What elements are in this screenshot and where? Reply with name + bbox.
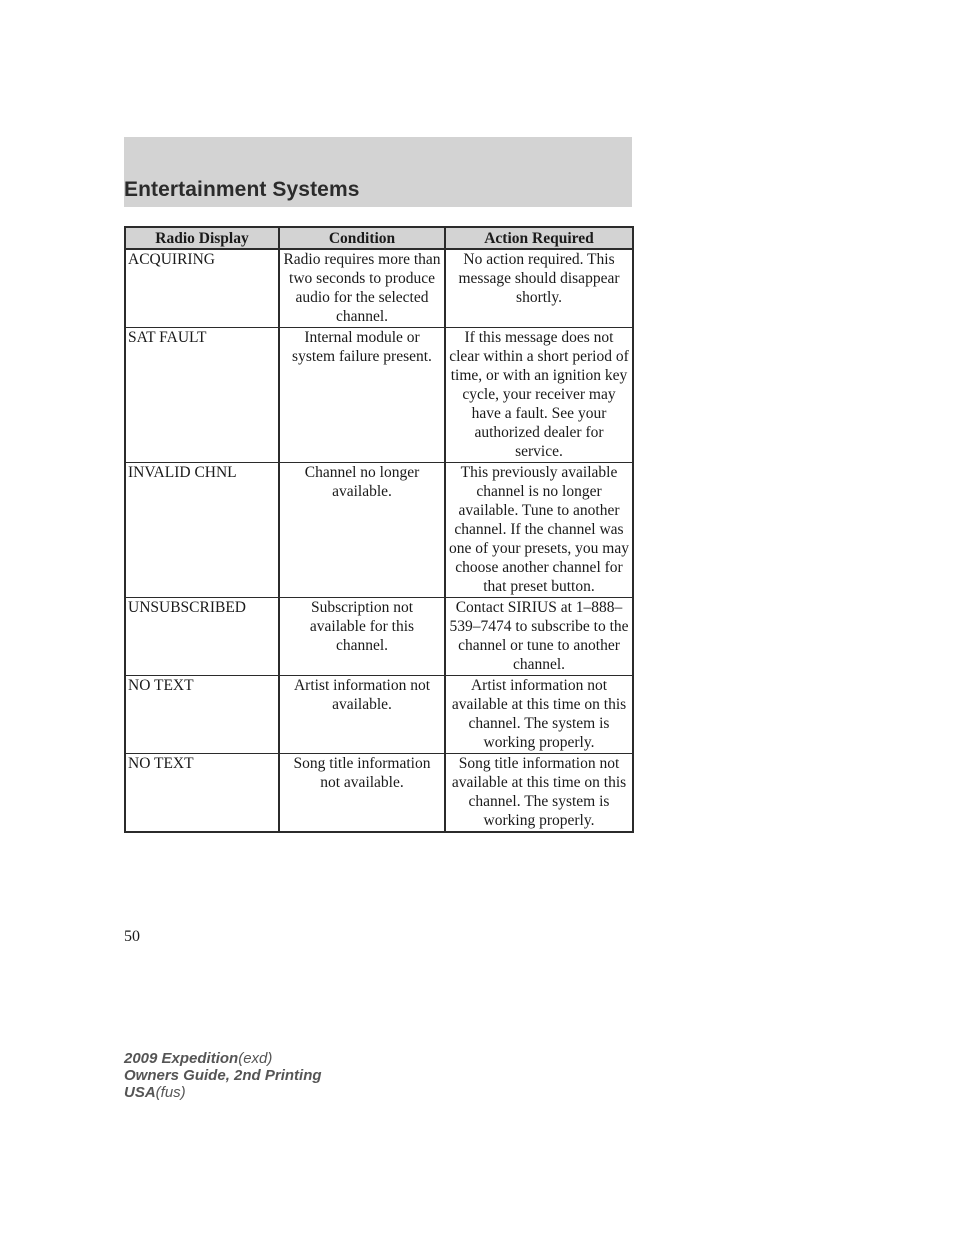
footer-edition: Owners Guide, 2nd Printing (124, 1067, 322, 1084)
cell-radio-display: ACQUIRING (125, 249, 279, 328)
table-row (125, 328, 633, 463)
column-header-action-required: Action Required (445, 227, 633, 249)
radio-display-table (124, 226, 634, 833)
cell-radio-display: NO TEXT (125, 754, 279, 833)
cell-action-required: No action required. This message should disappear shortly. (445, 249, 633, 328)
cell-condition: Channel no longer available. (279, 463, 445, 598)
cell-condition: Subscription not available for this channel. (279, 598, 445, 676)
cell-condition: Internal module or system failure present. (279, 328, 445, 463)
cell-radio-display: UNSUBSCRIBED (125, 598, 279, 676)
table-row (125, 754, 633, 833)
cell-action-required: Song title information not available at this time on this channel. The system is working properly. (445, 754, 633, 833)
table-row (125, 598, 633, 676)
footer-line-market (124, 1084, 322, 1101)
table-row (125, 463, 633, 598)
cell-condition: Radio requires more than two seconds to produce audio for the selected channel. (279, 249, 445, 328)
table-header-row (125, 227, 633, 249)
footer-model-code: (exd) (238, 1050, 273, 1067)
footer-market-code: (fus) (155, 1084, 186, 1101)
footer-line-edition (124, 1067, 322, 1084)
table-row (125, 676, 633, 754)
cell-radio-display: SAT FAULT (125, 328, 279, 463)
cell-action-required: If this message does not clear within a short period of time, or with an ignition key cycle, your receiver may have a fault. See your authorized dealer for service. (445, 328, 633, 463)
footer-model-name: 2009 Expedition (124, 1050, 239, 1067)
cell-action-required: Artist information not available at this time on this channel. The system is working properly. (445, 676, 633, 754)
cell-condition: Song title information not available. (279, 754, 445, 833)
cell-action-required: This previously available channel is no longer available. Tune to another channel. If the channel was one of your presets, you may choose another channel for that preset button. (445, 463, 633, 598)
cell-condition: Artist information not available. (279, 676, 445, 754)
footer-line-model (124, 1050, 322, 1067)
cell-radio-display: NO TEXT (125, 676, 279, 754)
column-header-radio-display: Radio Display (125, 227, 279, 249)
section-title: Entertainment Systems (124, 178, 360, 201)
table-row (125, 249, 633, 328)
cell-radio-display: INVALID CHNL (125, 463, 279, 598)
column-header-condition: Condition (279, 227, 445, 249)
page-number: 50 (124, 928, 140, 945)
document-footer (124, 1050, 322, 1101)
footer-market: USA (124, 1084, 156, 1101)
cell-action-required: Contact SIRIUS at 1–888–539–7474 to subscribe to the channel or tune to another channel. (445, 598, 633, 676)
